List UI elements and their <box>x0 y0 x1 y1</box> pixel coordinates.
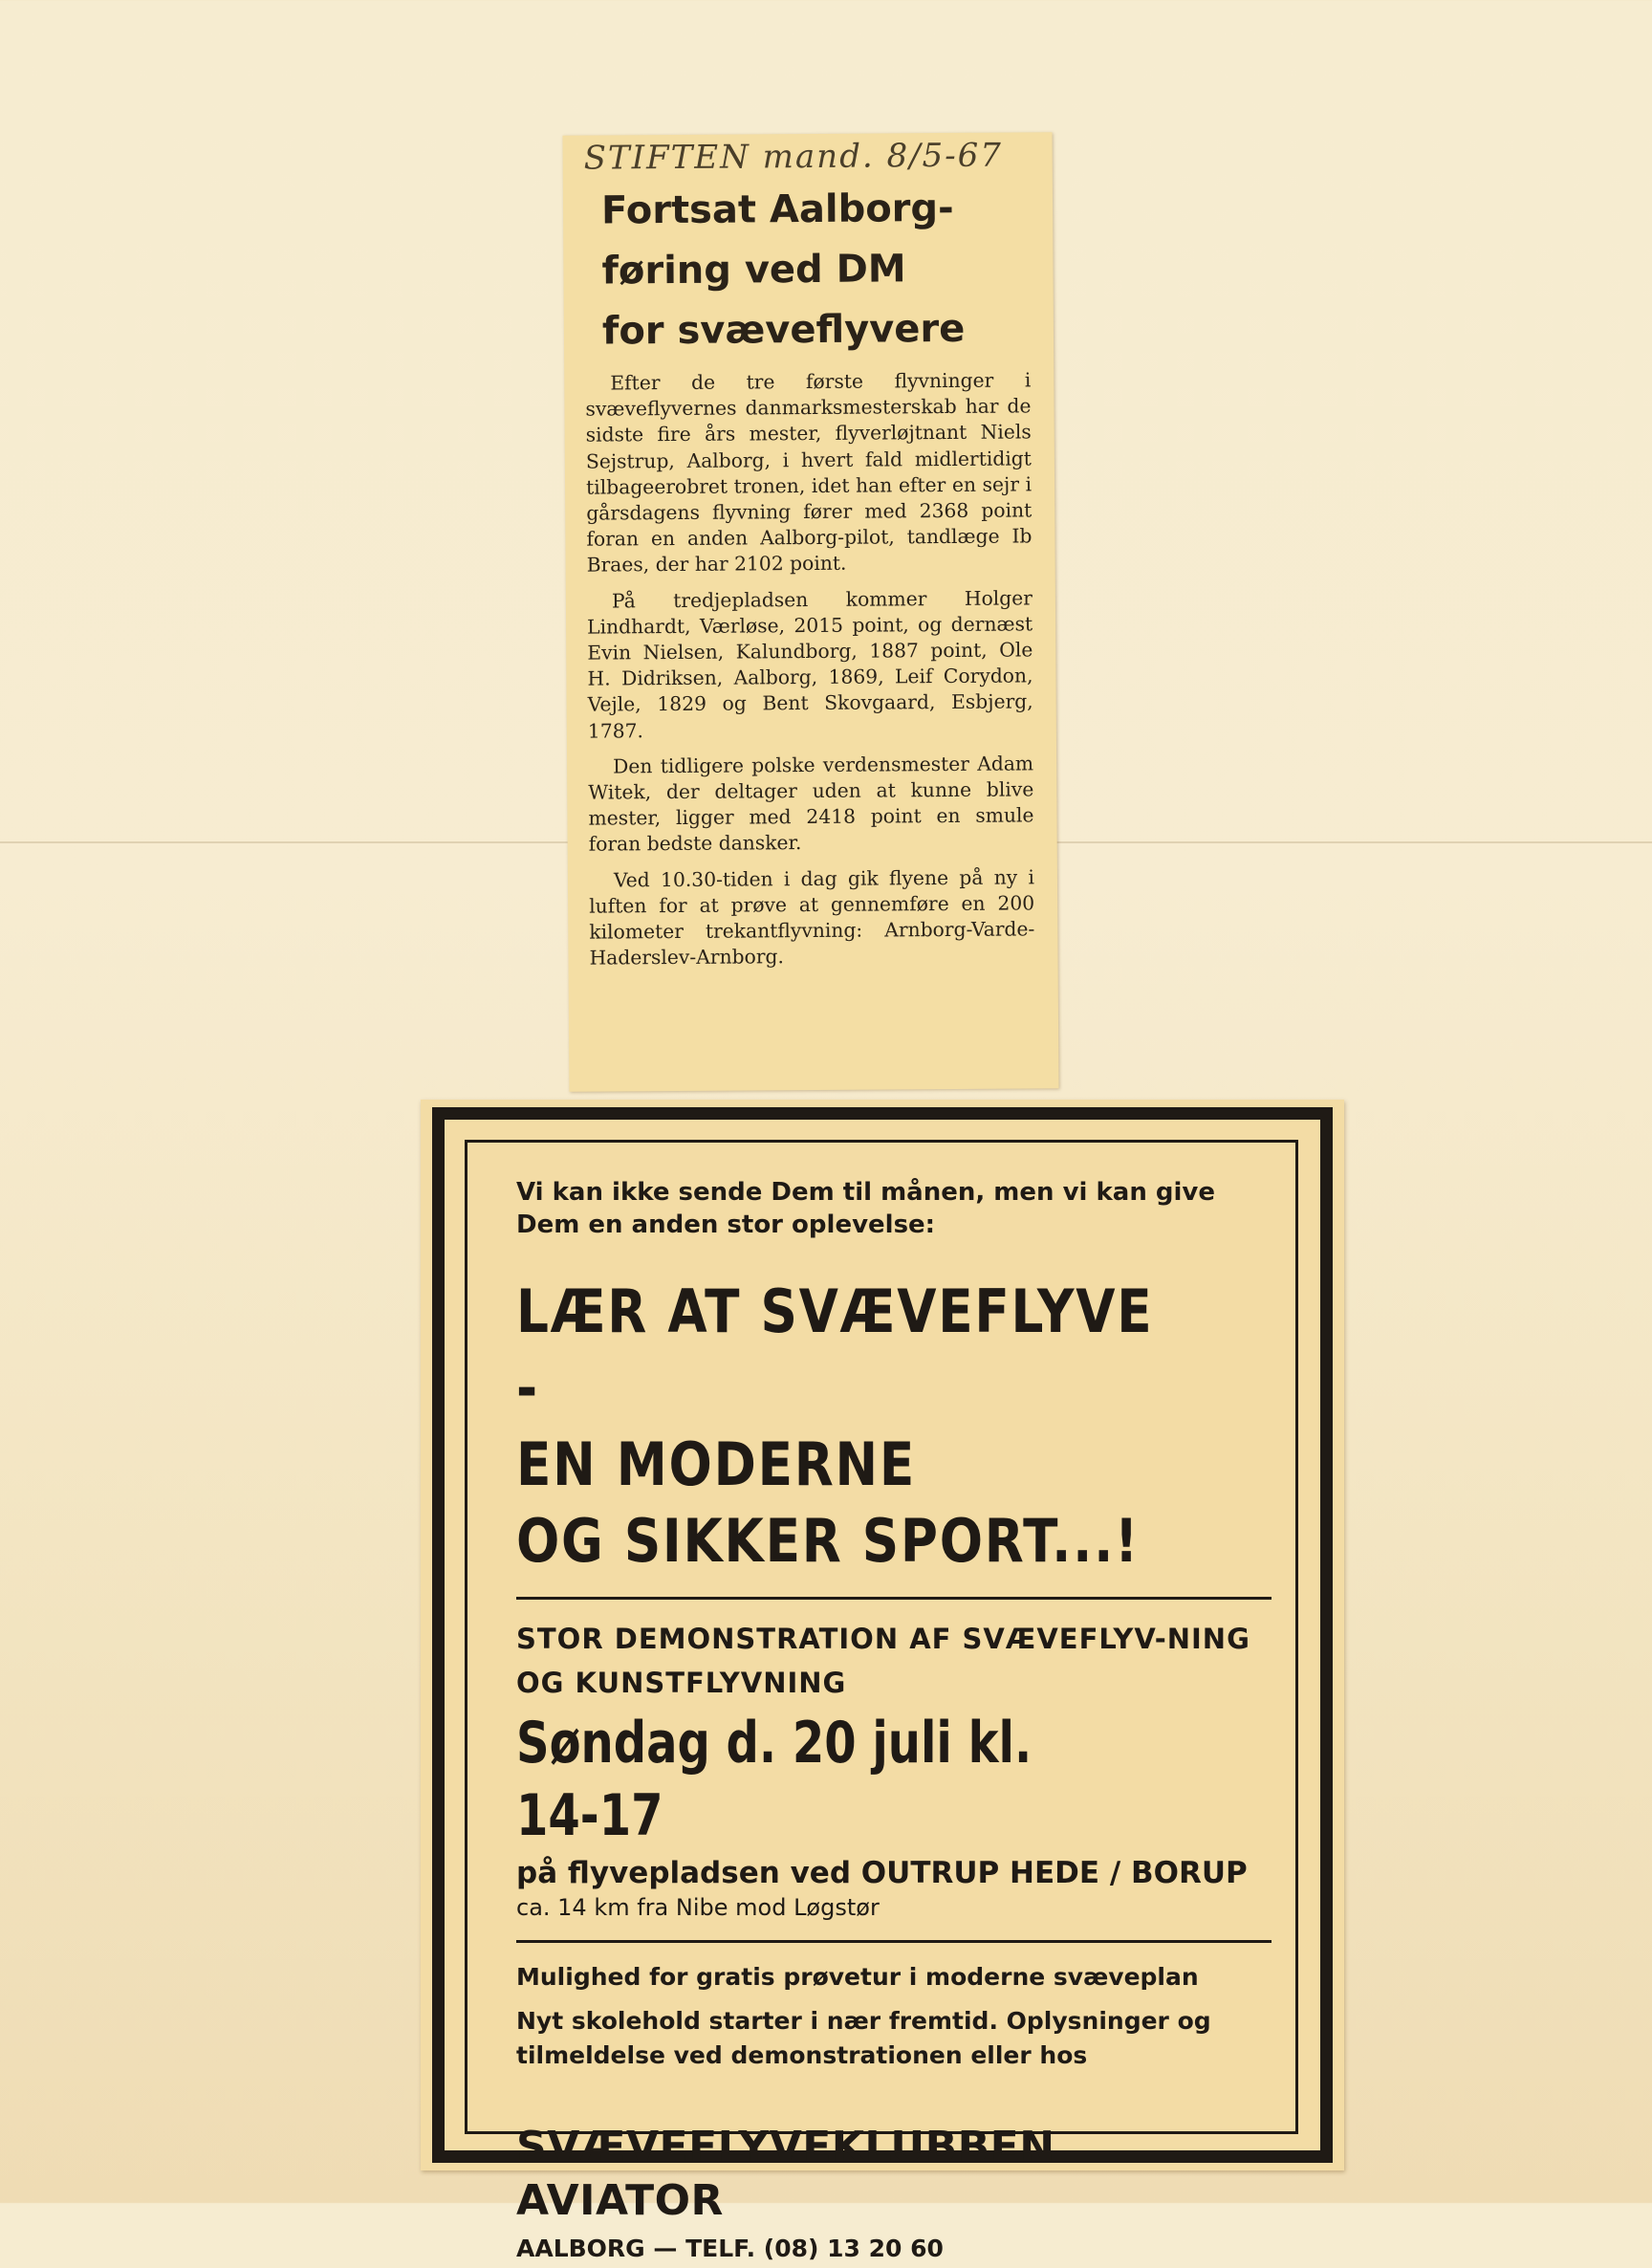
ad-distance: ca. 14 km fra Nibe mod Løgstør <box>516 1894 880 1921</box>
clipping-headline-line: Fortsat Aalborg- <box>600 185 954 233</box>
ad-event-date: Søndag d. 20 juli kl. 14-17 <box>516 1710 1032 1849</box>
handwritten-date-note: STIFTEN mand. 8/5-67 <box>583 136 1004 178</box>
ad-intro-text: Vi kan ikke sende Dem til månen, men vi kan give Dem en anden stor oplevelse: <box>516 1178 1216 1239</box>
clipping-headline <box>601 178 1023 361</box>
ad-venue: på flyvepladsen ved OUTRUP HEDE / BORUP <box>516 1856 1248 1890</box>
article-paragraph: Efter de tre første flyvninger i svæveflyvernes danmarksmesterskab har de sidste fire års mester, flyverløjtnant Niels Sejstrup, Aalborg, i hvert fald midlertidigt tilbageerobret tronen, idet han efter en sejr i gårsdagens flyvning fører med 2368 point foran en anden Aalborg-pilot, tandlæge Ib Braes, der har 2102 point. <box>585 368 1032 578</box>
clipping-headline-line: føring ved DM <box>601 247 906 294</box>
ad-headline-line: OG SIKKER SPORT...! <box>516 1506 1141 1576</box>
clipping-article-body <box>585 367 1034 981</box>
article-paragraph: På tredjepladsen kommer Holger Lindhardt, Værløse, 2015 point, og dernæst Evin Nielsen, Kalundborg, 1887 point, Ole H. Didriksen, Aalborg, 1869, Leif Corydon, Vejle, 1829 og Bent Skovgaard, Esbjerg, 1787. <box>587 586 1033 743</box>
glider-club-advertisement <box>421 1100 1344 2262</box>
ad-headline-line: EN MODERNE <box>516 1429 916 1499</box>
article-paragraph: Den tidligere polske verdensmester Adam Witek, der deltager uden at kunne blive mester, ligger med 2418 point en smule foran bedste dansker. <box>588 752 1034 857</box>
ad-headline <box>516 1274 1165 1580</box>
ad-contact: AALBORG — TELF. (08) 13 20 60 <box>516 2235 944 2262</box>
divider <box>516 1597 1272 1600</box>
divider <box>516 1940 1272 1943</box>
ad-demonstration-text: STOR DEMONSTRATION AF SVÆVEFLYV-NING OG KUNSTFLYVNING <box>516 1623 1250 1699</box>
clipping-headline-line: for svæveflyvere <box>601 306 966 354</box>
ad-headline-line: LÆR AT SVÆVEFLYVE - <box>516 1276 1154 1423</box>
ad-school-info: Nyt skolehold starter i nær fremtid. Oplysninger og tilmeldelse ved demonstrationen eller hos <box>516 2007 1211 2069</box>
newspaper-clipping <box>563 132 1059 1092</box>
ad-free-ride-offer: Mulighed for gratis prøvetur i moderne svæveplan <box>516 1963 1199 1991</box>
article-paragraph: Ved 10.30-tiden i dag gik flyene på ny i luften for at prøve at gennemføre en 200 kilometer trekantflyvning: Arnborg-Varde-Haderslev-Arnborg. <box>589 865 1035 970</box>
ad-content <box>516 1176 1272 2268</box>
ad-club-name: SVÆVEFLYVEKLUBBEN AVIATOR <box>516 2123 1055 2225</box>
